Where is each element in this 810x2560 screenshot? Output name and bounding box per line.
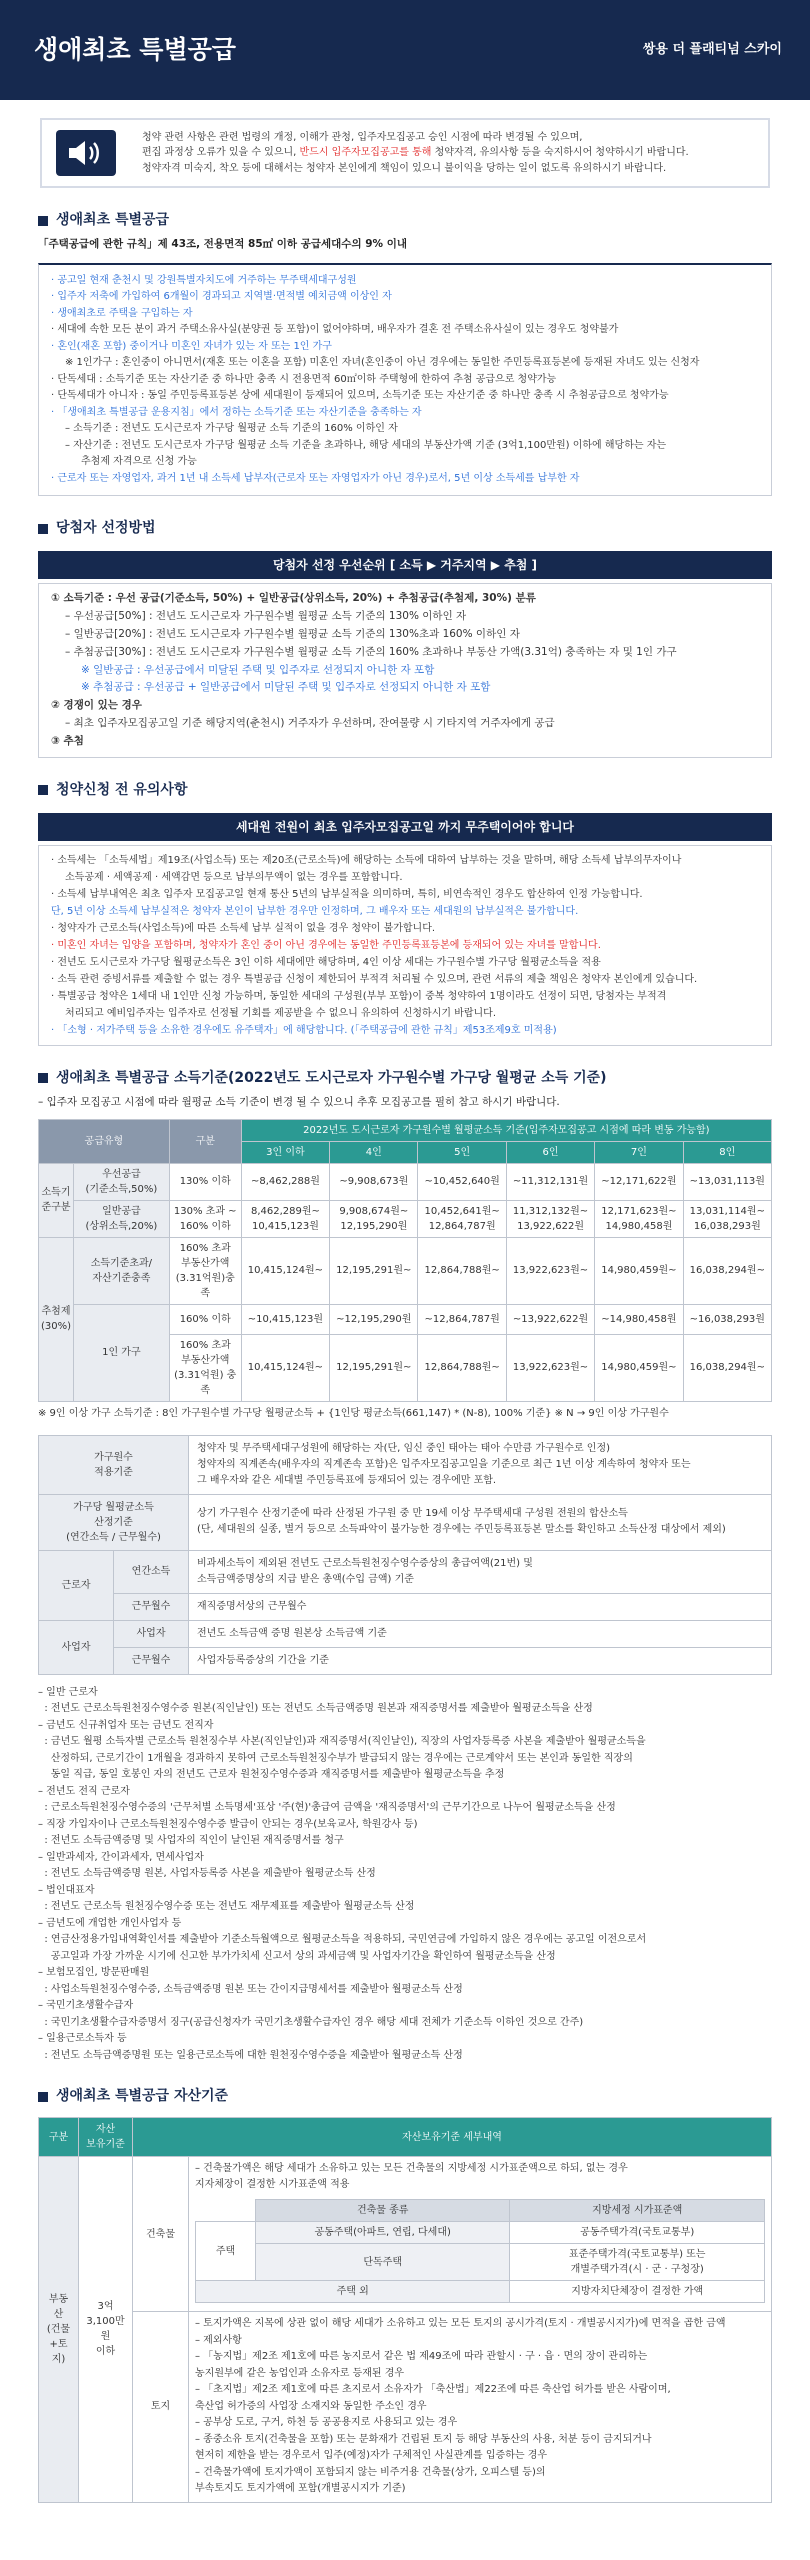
- income-value: ~12,195,290원: [330, 1304, 418, 1334]
- income-note: ※ 9인 이상 가구 소득기준 : 8인 가구원수별 가구당 월평균소득 + {1인당 평균소득(661,147) * (N-8), 100% 기준} ※ N → 9인 이상 가구원수: [38, 1407, 669, 1419]
- income-note-line: – 직장 가입자이나 근로소득원천징수영수증 발급이 안되는 경우(보육교사, 학원강사 등): [38, 1818, 418, 1830]
- definition-table: [38, 1435, 772, 1675]
- inner-cell: 공동주택(아파트, 연립, 다세대): [256, 2222, 510, 2244]
- income-value: 13,922,623원~: [506, 1334, 594, 1401]
- building-cell: [189, 2157, 772, 2312]
- asset-table: [38, 2117, 772, 2503]
- header-type: 공급유형: [39, 1119, 170, 1163]
- definition-row: [39, 1550, 772, 1593]
- asset-group: 부동산 (건물 +토지): [39, 2157, 79, 2503]
- income-row: [39, 1163, 772, 1200]
- income-note-line: : 전년도 근로소득원천징수영수증 원본(직인날인) 또는 전년도 소득금액증명 원본과 재직증명서를 제출받아 월평균소득을 산정: [38, 1703, 593, 1715]
- income-value: ~13,031,113원: [683, 1163, 771, 1200]
- house-label: 주택: [196, 2222, 256, 2281]
- income-gubun: 160% 초과 부동산가액 (3.31억원)충족: [169, 1237, 241, 1304]
- asset-header: 자산 보유기준: [79, 2118, 133, 2157]
- income-value: 10,415,124원~: [241, 1237, 329, 1304]
- inner-cell: 표준주택가격(국토교통부) 또는 개별주택가격(시 · 군 · 구청장): [510, 2244, 765, 2281]
- building-name: 쌍용 더 플래티넘 스카이: [642, 42, 782, 58]
- income-notes: [38, 1685, 772, 2065]
- section-title: [38, 1068, 772, 1089]
- section-income: [38, 1068, 772, 2064]
- page-title: 생애최초 특별공급: [34, 35, 236, 65]
- eligibility-item: 추첨제 자격으로 신청 가능: [81, 456, 197, 468]
- income-note-line: : 국민기초생활수급자증명서 징구(공급신청자가 국민기초생활수급자인 경우 해당 세대 전체가 기준소득 이하인 것으로 간주): [38, 2016, 584, 2028]
- income-type: 소득기준초과/ 자산기준충족: [74, 1237, 170, 1304]
- section-title: [38, 780, 772, 801]
- inner-header: 지방세정 시가표준액: [510, 2200, 765, 2222]
- definition-sublabel: 사업자: [114, 1620, 189, 1647]
- income-value: 10,452,641원~ 12,864,787원: [418, 1200, 506, 1237]
- income-note-line: – 전년도 전직 근로자: [38, 1785, 130, 1797]
- income-type: 1인 가구: [74, 1304, 170, 1401]
- eligibility-item: · 세대에 속한 모든 분이 과거 주택소유사실(분양권 등 포함)이 없어야하며, 배우자가 결혼 전 주택소유사실이 있는 경우도 청약불가: [51, 324, 619, 336]
- definition-value: 사업자등록증상의 기간을 기준: [189, 1647, 772, 1674]
- income-value: ~9,908,673원: [330, 1163, 418, 1200]
- income-value: ~12,171,622원: [595, 1163, 683, 1200]
- income-note-line: : 사업소득원천징수영수증, 소득금액증명 원본 또는 간이지급명세서를 제출받아 월평균소득 산정: [38, 1983, 463, 1995]
- header-gubun: 구분: [169, 1119, 241, 1163]
- header-top: 2022년도 도시근로자 가구원수별 월평균소득 기준(입주자모집공고 시점에 따라 변동 가능함): [241, 1119, 771, 1141]
- building-desc: – 건축물가액은 해당 세대가 소유하고 있는 모든 건축물의 지방세정 시가표준액으로 하되, 없는 경우 지자체장이 결정한 시가표준액 적용: [195, 2163, 628, 2191]
- income-row: [39, 1304, 772, 1334]
- income-note-line: – 금년도 신규취업자 또는 금년도 전직자: [38, 1719, 214, 1731]
- eligibility-item: · 생애최초로 주택을 구입하는 자: [51, 307, 193, 319]
- definition-label: 사업자: [39, 1620, 114, 1674]
- caution-item: · 「소형 · 저가주택 등을 소유한 경우에도 유주택자」에 해당합니다. (「주택공급에 관한 규칙」제53조제9호 미적용): [51, 1024, 557, 1036]
- notice-box: [40, 118, 770, 188]
- caution-item: 소득공제 · 세액공제 · 세액감면 등으로 납부의무액이 없는 경우를 포함합니다.: [65, 871, 403, 883]
- income-value: 14,980,459원~: [595, 1334, 683, 1401]
- section-title: [38, 210, 772, 231]
- eligibility-item: – 자산기준 : 전년도 도시근로자 가구당 월평균 소득 기준을 초과하나, 해당 세대의 부동산가액 기준 (3억1,100만원) 이하에 해당하는 자는: [65, 439, 667, 451]
- income-value: 9,908,674원~ 12,195,290원: [330, 1200, 418, 1237]
- caution-box: [38, 845, 772, 1046]
- definition-sublabel: 근무월수: [114, 1593, 189, 1620]
- section-title-text: 당첨자 선정방법: [56, 520, 156, 537]
- eligibility-item: · 입주자 저축에 가입하여 6개월이 경과되고 지역별·면적별 예치금액 이상인 자: [51, 291, 392, 303]
- income-note-line: : 전년도 소득금액증명 원본, 사업자등록증 사본을 제출받아 월평균소득 산정: [38, 1868, 376, 1880]
- section-title-text: 청약신청 전 유의사항: [56, 781, 188, 798]
- eligibility-item: · 단독세대가 아니자 : 동일 주민등록표등본 상에 세대원이 등재되어 있으며, 소득기준 또는 자산기준 중 하나만 충족 시 추첨공급으로 청약가능: [51, 390, 669, 402]
- caution-bar: 세대원 전원이 최초 입주자모집공고일 까지 무주택이어야 합니다: [38, 813, 772, 841]
- section-caution: [38, 780, 772, 1046]
- income-value: ~11,312,131원: [506, 1163, 594, 1200]
- eligibility-item: · 단독세대 : 소득기준 또는 자산기준 중 하나만 충족 시 전용면적 60㎡이하 주택형에 한하여 추첨 공급으로 청약가능: [51, 373, 557, 385]
- income-value: 16,038,294원~: [683, 1237, 771, 1304]
- income-value: 14,980,459원~: [595, 1237, 683, 1304]
- income-row: [39, 1200, 772, 1237]
- definition-row: [39, 1435, 772, 1494]
- income-value: 8,462,289원~ 10,415,123원: [241, 1200, 329, 1237]
- notice-line: 청약 관련 사항은 관련 법령의 개정, 이해가 관청, 입주자모집공고 승인 시점에 따라 변경될 수 있으며,: [142, 131, 583, 143]
- income-note-line: – 국민기초생활수급자: [38, 2000, 134, 2012]
- selection-item: ③ 추첨: [51, 735, 84, 747]
- building-label: 건축물: [133, 2157, 189, 2312]
- definition-value: 청약자 및 무주택세대구성원에 해당하는 자(단, 임신 중인 태아는 태아 수만큼 가구원수로 인정) 청약자의 직계존속(배우자의 직계존속 포함)은 입주자모집공고일을 기준으로 최근 1년 이상 계속하여 청약자 또는 그 배우자와 같은 세대별 주민등록표에 등재되어 있는 경우에만 포함.: [189, 1435, 772, 1494]
- income-note-line: : 연금산정용가입내역확인서를 제출받아 기준소득월액으로 월평균소득을 적용하되, 국민연금에 가입하지 않은 경우에는 공고일 이전으로서: [38, 1934, 647, 1946]
- square-bullet-icon: [38, 1073, 48, 1083]
- header-persons: 8인: [683, 1141, 771, 1163]
- notice-line: 편집 과정상 오류가 있을 수 있으니, 반드시 입주자모집공고를 통해 청약자격, 유의사항 등을 숙지하시어 청약하시기 바랍니다.: [142, 147, 689, 159]
- definition-sublabel: 연간소득: [114, 1550, 189, 1593]
- income-group: 추첨제(30%): [39, 1237, 74, 1401]
- income-type: 일반공급 (상위소득,20%): [74, 1200, 170, 1237]
- section-selection: [38, 518, 772, 758]
- income-value: ~16,038,293원: [683, 1304, 771, 1334]
- definition-value: 재직증명서상의 근무월수: [189, 1593, 772, 1620]
- income-value: ~14,980,458원: [595, 1304, 683, 1334]
- income-value: 12,195,291원~: [330, 1334, 418, 1401]
- eligibility-item: · 「생애최초 특별공급 운용지침」에서 정하는 소득기준 또는 자산기준을 충족하는 자: [51, 406, 422, 418]
- income-group: 소득기준구분: [39, 1163, 74, 1237]
- income-note-line: 동일 직급, 동일 호봉인 자의 전년도 근로자 원천징수영수증과 재직증명서를 제출받아 월평균소득을 추정: [38, 1769, 505, 1781]
- selection-item: – 일반공급[20%] : 전년도 도시근로자 가구원수별 월평균 소득 기준의 130%초과 160% 이하인 자: [65, 627, 520, 640]
- selection-item: ※ 추첨공급 : 우선공급 + 일반공급에서 미달된 주택 및 입주자로 선정되지 아니한 자 포함: [81, 681, 491, 694]
- selection-item: – 추첨공급[30%] : 전년도 도시근로자 가구원수별 월평균 소득 기준의 160% 초과하나 부동산 가액(3.31억) 충족하는 자 및 1인 가구: [65, 645, 677, 658]
- eligibility-box: [38, 263, 772, 497]
- caution-item: 단, 5년 이상 소득세 납부실적은 청약자 본인이 납부한 경우만 인정하며, 그 배우자 또는 세대원의 납부실적은 불가합니다.: [51, 905, 579, 917]
- definition-row: [39, 1593, 772, 1620]
- notice-text: [142, 130, 689, 177]
- definition-label: 근로자: [39, 1550, 114, 1620]
- section-title-text: 생애최초 특별공급: [56, 212, 170, 228]
- income-value: 13,922,623원~: [506, 1237, 594, 1304]
- definition-value: 전년도 소득금액 증명 원본상 소득금액 기준: [189, 1620, 772, 1647]
- section-title: [38, 2086, 772, 2107]
- eligibility-item: – 소득기준 : 전년도 도시근로자 가구당 월평균 소득 기준의 160% 이하인 자: [65, 423, 398, 435]
- income-note-line: – 일반 근로자: [38, 1686, 98, 1698]
- caution-item: · 소득 관련 증빙서류를 제출할 수 없는 경우 특별공급 신청이 제한되어 부적격 처리될 수 있으며, 관련 서류의 제출 책임은 청약자 본인에게 있습니다.: [51, 973, 698, 985]
- definition-value: 상기 가구원수 산정기준에 따라 산정된 가구원 중 만 19세 이상 무주택세대 구성원 전원의 합산소득 (단, 세대원의 실종, 별거 등으로 소득파악이 불가능한 경우에는 주민등록표등본 말소를 확인하고 소득산정 대상에서 제외): [189, 1494, 772, 1550]
- income-note-line: – 일용근로소득자 등: [38, 2033, 127, 2045]
- inner-header: 건축물 종류: [256, 2200, 510, 2222]
- priority-bar: 당첨자 선정 우선순위 [ 소득 ▶ 거주지역 ▶ 추첨 ]: [38, 551, 772, 579]
- selection-box: [38, 583, 772, 758]
- asset-amount: 3억 3,100만원 이하: [79, 2157, 133, 2503]
- square-bullet-icon: [38, 216, 48, 226]
- header-persons: 3인 이하: [241, 1141, 329, 1163]
- caution-item: · 소득세는 「소득세법」제19조(사업소득) 또는 제20조(근로소득)에 해당하는 소득에 대하여 납부하는 것을 말하며, 해당 소득세 납부의무자이나: [51, 854, 682, 866]
- income-note-line: 공고일과 가장 가까운 시기에 신고한 부가가치세 신고서 상의 과세금액 및 사업자기간을 확인하여 월평균소득을 산정: [38, 1950, 556, 1962]
- income-note-line: 산정하되, 근로기간이 1개월을 경과하지 못하여 근로소득원천징수부가 발급되지 않는 경우에는 근로계약서 또는 본인과 동일한 직장의: [38, 1752, 633, 1764]
- income-value: ~8,462,288원: [241, 1163, 329, 1200]
- section-title-text: 생애최초 특별공급 소득기준(2022년도 도시근로자 가구원수별 가구당 월평균 소득 기준): [56, 1069, 607, 1086]
- square-bullet-icon: [38, 524, 48, 534]
- inner-cell: 주택 외: [196, 2281, 510, 2303]
- income-gubun: 160% 초과 부동산가액 (3.31억원) 충족: [169, 1334, 241, 1401]
- section-subtitle: 「주택공급에 관한 규칙」제 43조, 전용면적 85㎡ 이하 공급세대수의 9% 이내: [38, 238, 408, 250]
- asset-header: 구분: [39, 2118, 79, 2157]
- caution-item: 처리되고 예비입주자는 입주자로 선정될 기회를 제공받을 수 없으니 유의하여 신청하시기 바랍니다.: [65, 1007, 497, 1019]
- selection-item: ① 소득기준 : 우선 공급(기준소득, 50%) + 일반공급(상위소득, 20%) + 추첨공급(추첨제, 30%) 분류: [51, 592, 536, 605]
- income-note-line: : 근로소득원천징수영수증의 '근무처별 소득명세'표상 '주(현)'총급여 금액을 '재직증명서'의 근무기간으로 나누어 월평균소득을 산정: [38, 1802, 616, 1814]
- eligibility-item: ※ 1인가구 : 혼인중이 아니면서(재혼 또는 이혼을 포함) 미혼인 자녀(혼인중이 아닌 경우에는 동일한 주민등록표등본에 등재된 자녀도 있는 신청자: [65, 357, 700, 369]
- definition-label: 가구원수 적용기준: [39, 1435, 189, 1494]
- asset-header: 자산보유기준 세부내역: [133, 2118, 772, 2157]
- notice-line: 청약자격 미숙지, 착오 등에 대해서는 청약자 본인에게 책임이 있으니 불이익을 당하는 일이 없도록 유의하시기 바랍니다.: [142, 162, 667, 174]
- income-value: ~12,864,787원: [418, 1304, 506, 1334]
- building-type-table: [195, 2199, 765, 2303]
- income-gubun: 160% 이하: [169, 1304, 241, 1334]
- section-title: [38, 518, 772, 539]
- income-value: ~10,452,640원: [418, 1163, 506, 1200]
- definition-label: 가구당 월평균소득 산정기준 (연간소득 / 근무월수): [39, 1494, 189, 1550]
- income-value: 13,031,114원~ 16,038,293원: [683, 1200, 771, 1237]
- income-note-line: : 전년도 소득금액증명원 또는 일용근로소득에 대한 원천징수영수증을 제출받아 월평균소득 산정: [38, 2049, 463, 2061]
- page-header: [0, 0, 810, 100]
- definition-sublabel: 근무월수: [114, 1647, 189, 1674]
- land-desc: – 토지가액은 지목에 상관 없이 해당 세대가 소유하고 있는 모든 토지의 공시가격(토지 · 개별공시지가)에 면적을 곱한 금액 – 제외사항 – 「농지법」제2조 제1호에 따른 농지로서 같은 법 제49조에 따라 관할시 · 구 · 읍 · 면의 장이 관리하는 농지원부에 같은 농업인과 소유자로 등재된 경우 – 「초지법」제2조 제1호에 따른 초지로서 소유자가 「축산법」제22조에 따른 축산업 허가를 받은 사람이며, 축산업 허가증의 사업장 소재지와 동일한 주소인 경우 – 공부상 도로, 구거, 하천 등 공공용지로 사용되고 있는 경우 – 종중소유 토지(건축물을 포함) 또는 문화재가 건립된 토지 등 해당 부동산의 사용, 처분 등이 금지되거나 현저히 제한을 받는 경우로서 입주(예정)자가 구체적인 사실관계를 입증하는 경우 – 건축물가액에 토지가액이 포함되지 않는 비주거용 건축물(상가, 오피스텔 등)의 부속토지도 토지가액에 포함(개별공시지가 기준): [189, 2312, 772, 2503]
- eligibility-item: · 혼인(재혼 포함) 중이거나 미혼인 자녀가 있는 자 또는 1인 가구: [51, 340, 332, 352]
- income-value: ~10,415,123원: [241, 1304, 329, 1334]
- selection-item: – 최초 입주자모집공고일 기준 해당지역(춘천시) 거주자가 우선하며, 잔여물량 시 기타지역 거주자에게 공급: [65, 717, 555, 730]
- header-persons: 7인: [595, 1141, 683, 1163]
- income-value: 10,415,124원~: [241, 1334, 329, 1401]
- land-label: 토지: [133, 2312, 189, 2503]
- header-persons: 4인: [330, 1141, 418, 1163]
- income-note-line: : 전년도 근로소득 원천징수영수증 또는 전년도 재무제표를 제출받아 월평균소득 산정: [38, 1901, 415, 1913]
- section-asset: [38, 2086, 772, 2503]
- income-value: 11,312,132원~ 13,922,622원: [506, 1200, 594, 1237]
- header-persons: 5인: [418, 1141, 506, 1163]
- eligibility-item: · 공고일 현재 춘천시 및 강원특별자치도에 거주하는 무주택세대구성원: [51, 274, 357, 286]
- inner-cell: 지방자치단체장이 결정한 가액: [510, 2281, 765, 2303]
- selection-item: ② 경쟁이 있는 경우: [51, 699, 142, 712]
- income-row: [39, 1237, 772, 1304]
- caution-item: · 소득세 납부내역은 최초 입주자 모집공고일 현재 통산 5년의 납부실적을 의미하며, 특히, 비연속적인 경우도 합산하여 인정 가능합니다.: [51, 888, 643, 900]
- inner-cell: 단독주택: [256, 2244, 510, 2281]
- income-value: 16,038,294원~: [683, 1334, 771, 1401]
- income-note-line: – 금년도에 개업한 개인사업자 등: [38, 1917, 182, 1929]
- income-note-line: : 금년도 월평 소득자별 근로소득 원천징수부 사본(직인날인)과 재직증명서(직인날인), 직장의 사업자등록증 사본을 제출받아 월평균소득을: [38, 1736, 646, 1748]
- income-value: 12,171,623원~ 14,980,458원: [595, 1200, 683, 1237]
- eligibility-item: · 근로자 또는 자영업자, 과거 1년 내 소득세 납부자(근로자 또는 자영업자가 아닌 경우)로서, 5년 이상 소득세를 납부한 자: [51, 472, 580, 484]
- income-note-line: : 전년도 소득금액증명 및 사업자의 직인이 날인된 재직증명서를 청구: [38, 1835, 344, 1847]
- income-type: 우선공급 (기준소득,50%): [74, 1163, 170, 1200]
- selection-item: ※ 일반공급 : 우선공급에서 미달된 주택 및 입주자로 선정되지 아니한 자 포함: [81, 663, 435, 676]
- square-bullet-icon: [38, 785, 48, 795]
- definition-row: [39, 1647, 772, 1674]
- income-value: 12,864,788원~: [418, 1334, 506, 1401]
- section-title-text: 생애최초 특별공급 자산기준: [56, 2088, 229, 2105]
- caution-item: · 미혼인 자녀는 입양을 포함하며, 청약자가 혼인 중이 아닌 경우에는 동일한 주민등록표등본에 등재되어 있는 자녀를 말합니다.: [51, 939, 601, 951]
- definition-row: [39, 1494, 772, 1550]
- caution-item: · 청약자가 근로소득(사업소득)에 따른 소득세 납부 실적이 없을 경우 청약이 불가합니다.: [51, 922, 436, 934]
- income-gubun: 130% 이하: [169, 1163, 241, 1200]
- income-note-line: – 법인대표자: [38, 1884, 95, 1896]
- definition-value: 비과세소득이 제외된 전년도 근로소득원천징수영수증상의 총급여액(21번) 및 소득금액증명상의 지급 받은 총액(수입 금액) 기준: [189, 1550, 772, 1593]
- inner-cell: 공동주택가격(국토교통부): [510, 2222, 765, 2244]
- caution-item: · 특별공급 청약은 1세대 내 1인만 신청 가능하며, 동일한 세대의 구성원(부부 포함)이 중복 청약하여 1명이라도 선정이 되면, 당첨자는 부적격: [51, 990, 667, 1002]
- income-value: ~13,922,622원: [506, 1304, 594, 1334]
- speaker-icon: [56, 130, 116, 176]
- income-gubun: 130% 초과 ~ 160% 이하: [169, 1200, 241, 1237]
- caution-item: · 전년도 도시근로자 가구당 월평균소득은 3인 이하 세대에만 해당하며, 4인 이상 세대는 가구원수별 가구당 월평균소득을 적용: [51, 956, 601, 968]
- selection-item: – 우선공급[50%] : 전년도 도시근로자 가구원수별 월평균 소득 기준의 130% 이하인 자: [65, 610, 467, 623]
- header-persons: 6인: [506, 1141, 594, 1163]
- income-table: [38, 1119, 772, 1402]
- definition-row: [39, 1620, 772, 1647]
- income-value: 12,195,291원~: [330, 1237, 418, 1304]
- income-note-line: – 보험모집인, 방문판매원: [38, 1967, 150, 1979]
- income-value: 12,864,788원~: [418, 1237, 506, 1304]
- income-note-line: – 일반과세자, 간이과세자, 면세사업자: [38, 1851, 204, 1863]
- square-bullet-icon: [38, 2092, 48, 2102]
- section-subtitle: – 입주자 모집공고 시점에 따라 월평균 소득 기준이 변경 될 수 있으니 추후 모집공고를 필히 참고 하시기 바랍니다.: [38, 1095, 560, 1108]
- section-eligibility: [38, 210, 772, 496]
